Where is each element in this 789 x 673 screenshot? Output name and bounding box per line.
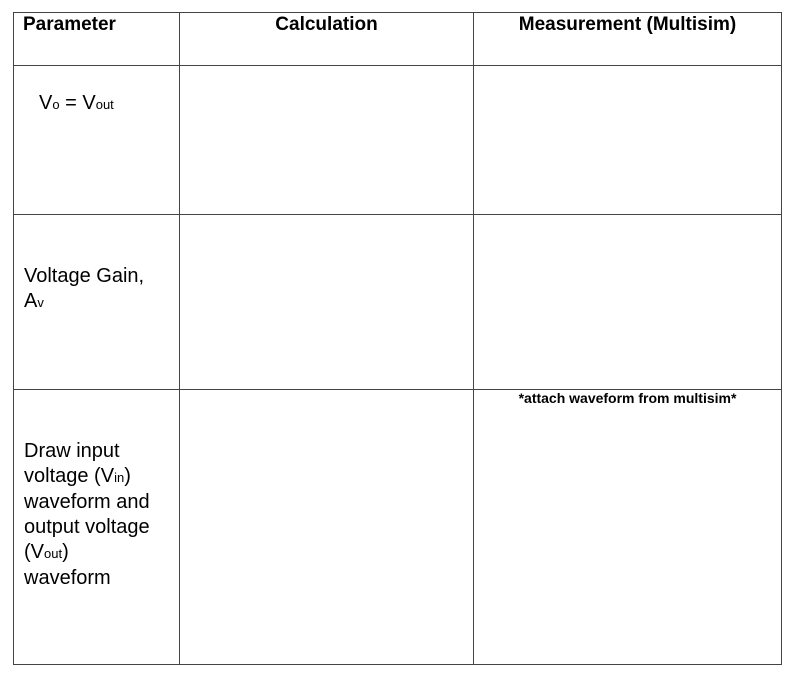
cell-measurement-vo[interactable]	[474, 66, 782, 215]
table-row-av	[14, 215, 782, 389]
param-label-waveform: Draw input voltage (Vin) waveform and output voltage (Vout) waveform	[24, 439, 150, 589]
attach-waveform-note: *attach waveform from multisim*	[518, 389, 737, 406]
cell-calculation-waveform[interactable]	[180, 389, 474, 664]
cell-calculation-vo[interactable]	[180, 66, 474, 215]
header-calculation: Calculation	[180, 13, 474, 66]
cell-measurement-av[interactable]	[474, 215, 782, 389]
cell-calculation-av[interactable]	[180, 215, 474, 389]
param-label-av: Voltage Gain, Av	[24, 265, 145, 313]
param-label-vo: Vo = Vout	[39, 92, 114, 115]
cell-param-av	[14, 215, 180, 389]
parameter-table	[13, 12, 782, 665]
table-row-waveform	[14, 389, 782, 664]
header-measurement: Measurement (Multisim)	[474, 13, 782, 66]
table-container	[13, 12, 781, 665]
header-row	[14, 13, 782, 66]
cell-param-vo	[14, 66, 180, 215]
cell-param-waveform	[14, 389, 180, 664]
cell-measurement-waveform[interactable]	[474, 389, 782, 664]
table-row-vo	[14, 66, 782, 215]
header-parameter: Parameter	[14, 13, 180, 66]
